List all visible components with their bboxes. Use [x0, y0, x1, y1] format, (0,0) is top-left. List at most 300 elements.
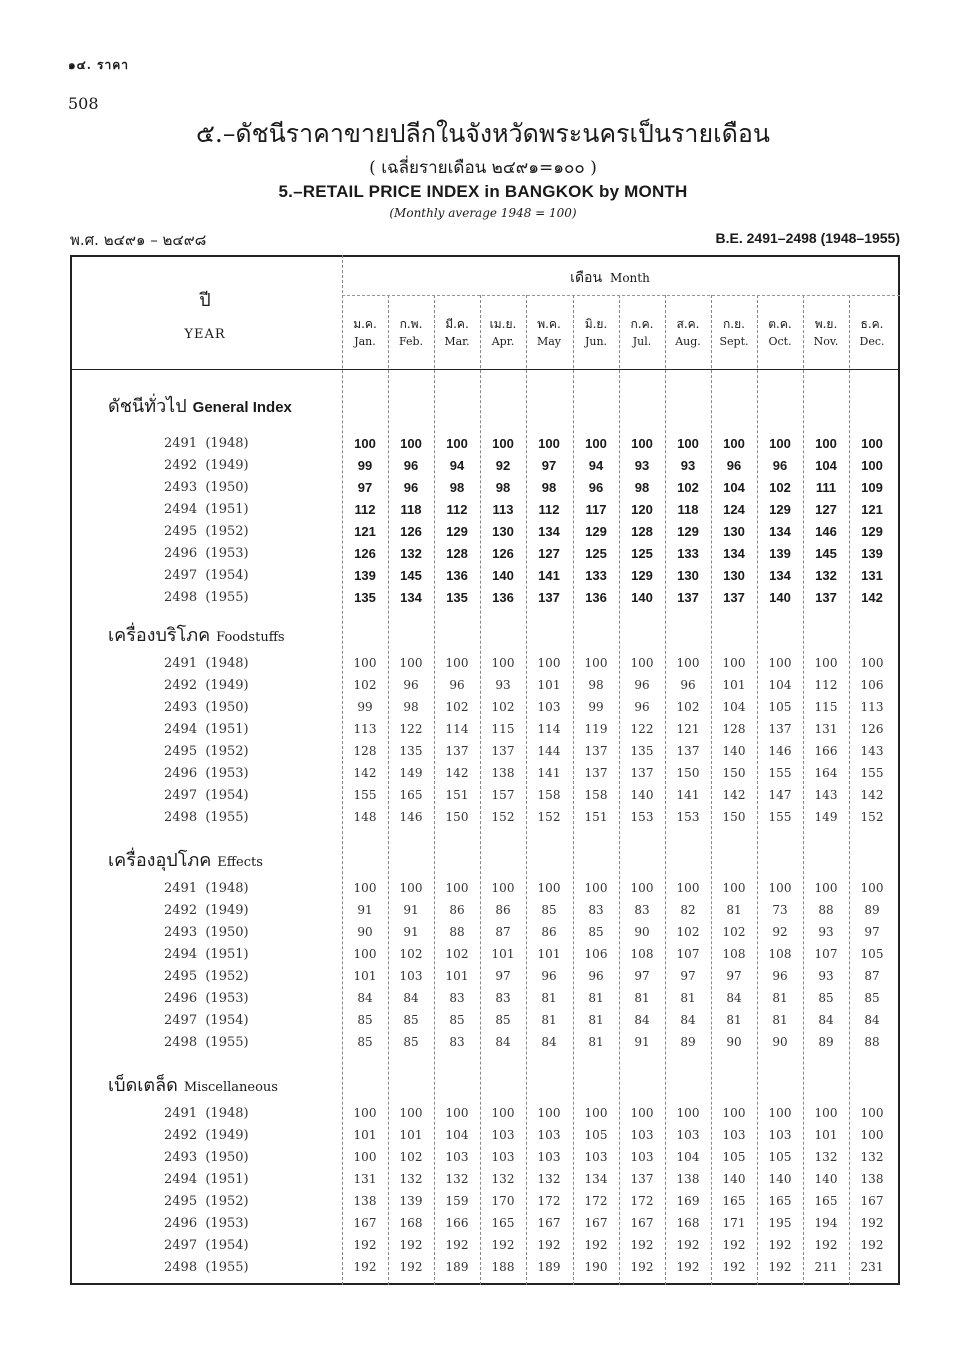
table-cell: 103 — [399, 969, 423, 983]
table-cell: 170 — [491, 1194, 515, 1208]
table-cell: 100 — [630, 881, 654, 895]
table-cell: 135 — [446, 590, 468, 605]
table-cell: 96 — [541, 969, 557, 983]
table-cell: 102 — [353, 678, 377, 692]
table-cell: 103 — [537, 1150, 561, 1164]
table-cell: 81 — [772, 991, 788, 1005]
table-cell: 97 — [726, 969, 742, 983]
table-cell: 100 — [491, 656, 515, 670]
table-cell: 98 — [588, 678, 604, 692]
table-cell: 101 — [814, 1128, 838, 1142]
table-cell: 132 — [815, 568, 837, 583]
table-cell: 100 — [353, 656, 377, 670]
row-year-label: 2494 (1951) — [164, 502, 249, 517]
table-cell: 192 — [768, 1260, 792, 1274]
row-year-label: 2498 (1955) — [164, 810, 249, 825]
table-cell: 84 — [541, 1035, 557, 1049]
table-cell: 97 — [495, 969, 511, 983]
table-cell: 83 — [449, 1035, 465, 1049]
table-cell: 137 — [584, 766, 608, 780]
table-cell: 128 — [353, 744, 377, 758]
table-cell: 87 — [495, 925, 511, 939]
table-cell: 115 — [814, 700, 838, 714]
row-year-label: 2496 (1953) — [164, 546, 249, 561]
month-header — [530, 267, 690, 289]
table-cell: 100 — [353, 947, 377, 961]
table-cell: 96 — [772, 969, 788, 983]
table-cell: 94 — [588, 458, 604, 473]
table-cell: 101 — [537, 947, 561, 961]
table-cell: 119 — [584, 722, 608, 736]
year-header-en: YEAR — [184, 327, 226, 342]
table-cell: 132 — [445, 1172, 469, 1186]
table-cell: 101 — [537, 678, 561, 692]
table-cell: 103 — [630, 1128, 654, 1142]
table-cell: 85 — [403, 1035, 419, 1049]
table-cell: 89 — [680, 1035, 696, 1049]
table-cell: 93 — [634, 458, 650, 473]
table-cell: 103 — [722, 1128, 746, 1142]
table-cell: 166 — [814, 744, 838, 758]
table-cell: 111 — [815, 480, 837, 495]
table-cell: 136 — [446, 568, 468, 583]
table-cell: 85 — [357, 1035, 373, 1049]
row-year-label: 2498 (1955) — [164, 590, 249, 605]
table-cell: 167 — [860, 1194, 884, 1208]
table-cell: 151 — [445, 788, 469, 802]
table-cell: 104 — [676, 1150, 700, 1164]
table-cell: 100 — [722, 881, 746, 895]
table-cell: 100 — [446, 436, 468, 451]
table-cell: 138 — [676, 1172, 700, 1186]
table-cell: 165 — [399, 788, 423, 802]
section-title-thai: เครื่องบริโภค — [108, 625, 211, 646]
table-cell: 100 — [814, 1106, 838, 1120]
page-subtitle: (Monthly average 1948 = 100) — [389, 206, 577, 220]
section-title-en: Miscellaneous — [183, 1080, 278, 1095]
table-cell: 137 — [584, 744, 608, 758]
table-cell: 192 — [814, 1238, 838, 1252]
table-cell: 96 — [634, 700, 650, 714]
table-cell: 125 — [585, 546, 607, 561]
page-subtitle-thai: ( เฉลี่ยรายเดือน ๒๔๙๑=๑๐๐ ) — [369, 158, 597, 178]
table-cell: 100 — [584, 656, 608, 670]
table-cell: 131 — [814, 722, 838, 736]
table-cell: 100 — [676, 1106, 700, 1120]
table-cell: 130 — [723, 524, 745, 539]
table-cell: 159 — [445, 1194, 469, 1208]
table-cell: 142 — [722, 788, 746, 802]
table-cell: 150 — [676, 766, 700, 780]
table-cell: 137 — [677, 590, 699, 605]
table-cell: 100 — [860, 656, 884, 670]
table-cell: 100 — [400, 436, 422, 451]
table-cell: 143 — [814, 788, 838, 802]
table-cell: 81 — [588, 1013, 604, 1027]
table-cell: 102 — [445, 700, 469, 714]
row-year-label: 2491 (1948) — [164, 881, 249, 896]
table-cell: 140 — [722, 1172, 746, 1186]
table-cell: 97 — [541, 458, 557, 473]
table-cell: 100 — [399, 656, 423, 670]
table-cell: 85 — [818, 991, 834, 1005]
month-header-apr-thai: เม.ย. — [489, 317, 517, 331]
month-header-sept-thai: ก.ย. — [723, 317, 745, 331]
table-cell: 100 — [445, 656, 469, 670]
table-cell: 126 — [492, 546, 514, 561]
table-cell: 192 — [860, 1238, 884, 1252]
table-cell: 100 — [630, 656, 654, 670]
section-title-thai: เบ็ดเตล็ด — [108, 1075, 178, 1096]
table-cell: 152 — [491, 810, 515, 824]
table-cell: 141 — [676, 788, 700, 802]
table-cell: 105 — [584, 1128, 608, 1142]
table-cell: 129 — [585, 524, 607, 539]
table-cell: 98 — [449, 480, 465, 495]
table-cell: 140 — [768, 1172, 792, 1186]
table-cell: 132 — [814, 1150, 838, 1164]
table-cell: 190 — [584, 1260, 608, 1274]
table-cell: 97 — [634, 969, 650, 983]
table-cell: 100 — [860, 1106, 884, 1120]
table-cell: 96 — [588, 480, 604, 495]
table-cell: 100 — [814, 881, 838, 895]
table-cell: 146 — [399, 810, 423, 824]
table-cell: 132 — [491, 1172, 515, 1186]
section-title-misc — [108, 1070, 278, 1099]
table-cell: 97 — [680, 969, 696, 983]
table-cell: 144 — [537, 744, 561, 758]
row-year-label: 2494 (1951) — [164, 1172, 249, 1187]
month-header-nov: Nov. — [813, 335, 839, 348]
table-cell: 100 — [537, 1106, 561, 1120]
table-cell: 192 — [722, 1238, 746, 1252]
table-cell: 231 — [860, 1260, 884, 1274]
row-year-label: 2495 (1952) — [164, 524, 249, 539]
table-cell: 134 — [723, 546, 745, 561]
table-cell: 115 — [491, 722, 515, 736]
table-left-border — [70, 255, 72, 1285]
table-cell: 138 — [860, 1172, 884, 1186]
month-header-dec: Dec. — [859, 335, 885, 348]
table-cell: 100 — [445, 881, 469, 895]
month-header-nov-thai: พ.ย. — [814, 317, 838, 331]
table-cell: 137 — [630, 766, 654, 780]
table-top-rule — [70, 255, 900, 257]
section-title-en: Effects — [217, 855, 263, 870]
row-year-label: 2496 (1953) — [164, 766, 249, 781]
table-cell: 192 — [445, 1238, 469, 1252]
table-cell: 107 — [814, 947, 838, 961]
row-year-label: 2497 (1954) — [164, 1238, 249, 1253]
table-cell: 128 — [631, 524, 653, 539]
table-cell: 168 — [676, 1216, 700, 1230]
row-year-label: 2495 (1952) — [164, 969, 249, 984]
month-header-jun-thai: มิ.ย. — [584, 317, 608, 331]
table-cell: 96 — [588, 969, 604, 983]
section-title-en: Foodstuffs — [216, 630, 285, 645]
table-cell: 104 — [815, 458, 837, 473]
month-header-jan-thai: ม.ค. — [353, 317, 377, 331]
table-cell: 105 — [768, 1150, 792, 1164]
table-cell: 83 — [495, 991, 511, 1005]
table-cell: 137 — [723, 590, 745, 605]
table-cell: 132 — [537, 1172, 561, 1186]
table-cell: 165 — [491, 1216, 515, 1230]
table-cell: 137 — [630, 1172, 654, 1186]
table-cell: 149 — [814, 810, 838, 824]
table-cell: 103 — [491, 1128, 515, 1142]
table-cell: 96 — [403, 458, 419, 473]
table-cell: 102 — [399, 947, 423, 961]
table-cell: 88 — [864, 1035, 880, 1049]
table-cell: 122 — [630, 722, 654, 736]
table-cell: 121 — [861, 502, 883, 517]
table-cell: 100 — [399, 1106, 423, 1120]
table-cell: 141 — [537, 766, 561, 780]
table-cell: 211 — [814, 1260, 838, 1274]
table-cell: 103 — [445, 1150, 469, 1164]
table-cell: 129 — [677, 524, 699, 539]
table-cell: 153 — [630, 810, 654, 824]
table-cell: 100 — [631, 436, 653, 451]
section-title-thai: ดัชนีทั่วไป — [108, 396, 187, 417]
table-cell: 82 — [680, 903, 696, 917]
month-header-may: May — [536, 335, 562, 348]
row-year-label: 2497 (1954) — [164, 568, 249, 583]
table-cell: 96 — [634, 678, 650, 692]
table-cell: 155 — [768, 810, 792, 824]
table-cell: 139 — [769, 546, 791, 561]
month-header-jul: Jul. — [632, 335, 652, 348]
table-cell: 84 — [634, 1013, 650, 1027]
table-cell: 130 — [677, 568, 699, 583]
row-year-label: 2491 (1948) — [164, 436, 249, 451]
table-cell: 194 — [814, 1216, 838, 1230]
table-cell: 133 — [677, 546, 699, 561]
table-cell: 90 — [726, 1035, 742, 1049]
table-cell: 101 — [353, 969, 377, 983]
table-cell: 86 — [449, 903, 465, 917]
table-cell: 102 — [676, 700, 700, 714]
table-cell: 129 — [446, 524, 468, 539]
table-cell: 192 — [399, 1260, 423, 1274]
table-cell: 104 — [722, 700, 746, 714]
table-cell: 112 — [814, 678, 838, 692]
month-header-sept: Sept. — [719, 335, 749, 348]
table-cell: 102 — [399, 1150, 423, 1164]
table-cell: 134 — [538, 524, 560, 539]
table-cell: 89 — [818, 1035, 834, 1049]
table-cell: 103 — [537, 700, 561, 714]
table-cell: 148 — [353, 810, 377, 824]
table-cell: 103 — [537, 1128, 561, 1142]
table-cell: 132 — [860, 1150, 884, 1164]
table-cell: 99 — [588, 700, 604, 714]
month-header-oct: Oct. — [768, 335, 792, 348]
table-cell: 150 — [445, 810, 469, 824]
table-cell: 84 — [726, 991, 742, 1005]
table-cell: 172 — [630, 1194, 654, 1208]
table-cell: 100 — [353, 1150, 377, 1164]
month-header-en: Month — [610, 271, 650, 285]
month-header-jun: Jun. — [584, 335, 608, 348]
table-cell: 81 — [680, 991, 696, 1005]
table-cell: 89 — [864, 903, 880, 917]
row-year-label: 2495 (1952) — [164, 1194, 249, 1209]
table-cell: 147 — [768, 788, 792, 802]
table-header-rule — [70, 369, 900, 370]
table-cell: 188 — [491, 1260, 515, 1274]
year-header-thai: ปี — [199, 290, 211, 311]
table-cell: 127 — [538, 546, 560, 561]
table-cell: 155 — [768, 766, 792, 780]
table-cell: 106 — [584, 947, 608, 961]
page-title: 5.–RETAIL PRICE INDEX in BANGKOK by MONTH — [278, 182, 688, 201]
table-cell: 107 — [676, 947, 700, 961]
table-cell: 140 — [630, 788, 654, 802]
table-cell: 155 — [353, 788, 377, 802]
row-year-label: 2493 (1950) — [164, 1150, 249, 1165]
table-cell: 149 — [399, 766, 423, 780]
table-cell: 103 — [491, 1150, 515, 1164]
row-year-label: 2496 (1953) — [164, 1216, 249, 1231]
table-cell: 135 — [354, 590, 376, 605]
table-cell: 81 — [541, 1013, 557, 1027]
table-cell: 100 — [354, 436, 376, 451]
table-cell: 142 — [861, 590, 883, 605]
row-year-label: 2497 (1954) — [164, 1013, 249, 1028]
table-cell: 129 — [631, 568, 653, 583]
table-cell: 165 — [722, 1194, 746, 1208]
table-cell: 81 — [541, 991, 557, 1005]
table-right-border — [898, 255, 900, 1285]
table-cell: 140 — [631, 590, 653, 605]
table-cell: 129 — [769, 502, 791, 517]
table-cell: 100 — [676, 881, 700, 895]
table-cell: 98 — [634, 480, 650, 495]
table-cell: 118 — [677, 502, 699, 517]
table-cell: 81 — [726, 903, 742, 917]
table-cell: 192 — [491, 1238, 515, 1252]
table-cell: 105 — [768, 700, 792, 714]
table-cell: 86 — [495, 903, 511, 917]
table-cell: 108 — [630, 947, 654, 961]
table-cell: 172 — [584, 1194, 608, 1208]
table-cell: 137 — [815, 590, 837, 605]
page-number: 508 — [68, 94, 99, 113]
table-cell: 104 — [768, 678, 792, 692]
table-cell: 81 — [772, 1013, 788, 1027]
table-cell: 102 — [491, 700, 515, 714]
table-cell: 100 — [814, 656, 838, 670]
table-cell: 192 — [722, 1260, 746, 1274]
table-cell: 121 — [676, 722, 700, 736]
table-cell: 165 — [768, 1194, 792, 1208]
table-cell: 102 — [677, 480, 699, 495]
table-cell: 165 — [814, 1194, 838, 1208]
table-cell: 101 — [491, 947, 515, 961]
table-cell: 152 — [537, 810, 561, 824]
table-cell: 138 — [353, 1194, 377, 1208]
table-cell: 100 — [768, 881, 792, 895]
table-cell: 84 — [864, 1013, 880, 1027]
section-title-effects — [108, 845, 263, 874]
month-header-may-thai: พ.ค. — [537, 317, 561, 331]
table-cell: 102 — [445, 947, 469, 961]
table-cell: 100 — [445, 1106, 469, 1120]
table-cell: 100 — [353, 881, 377, 895]
month-group-rule — [342, 295, 900, 296]
table-cell: 146 — [768, 744, 792, 758]
table-cell: 102 — [769, 480, 791, 495]
table-cell: 81 — [726, 1013, 742, 1027]
table-cell: 128 — [446, 546, 468, 561]
table-cell: 192 — [630, 1238, 654, 1252]
table-cell: 102 — [722, 925, 746, 939]
row-year-label: 2492 (1949) — [164, 678, 249, 693]
table-cell: 100 — [399, 881, 423, 895]
table-cell: 192 — [537, 1238, 561, 1252]
table-cell: 83 — [588, 903, 604, 917]
table-cell: 134 — [400, 590, 422, 605]
table-cell: 83 — [449, 991, 465, 1005]
table-cell: 192 — [676, 1260, 700, 1274]
table-cell: 100 — [630, 1106, 654, 1120]
table-cell: 73 — [772, 903, 788, 917]
table-cell: 101 — [445, 969, 469, 983]
page-title-thai: ๕.–ดัชนีราคาขายปลีกในจังหวัดพระนครเป็นรายเดือน — [196, 119, 770, 148]
table-cell: 112 — [538, 502, 560, 517]
table-cell: 112 — [446, 502, 468, 517]
table-cell: 131 — [861, 568, 883, 583]
table-cell: 86 — [541, 925, 557, 939]
table-cell: 83 — [634, 903, 650, 917]
table-cell: 142 — [445, 766, 469, 780]
table-cell: 91 — [403, 925, 419, 939]
table-cell: 100 — [722, 1106, 746, 1120]
table-cell: 146 — [815, 524, 837, 539]
table-cell: 84 — [818, 1013, 834, 1027]
table-cell: 158 — [584, 788, 608, 802]
table-cell: 137 — [676, 744, 700, 758]
row-year-label: 2492 (1949) — [164, 903, 249, 918]
table-cell: 100 — [815, 436, 837, 451]
table-cell: 192 — [353, 1238, 377, 1252]
row-year-label: 2493 (1950) — [164, 480, 249, 495]
table-cell: 100 — [677, 436, 699, 451]
row-year-label: 2491 (1948) — [164, 1106, 249, 1121]
table-cell: 192 — [353, 1260, 377, 1274]
row-year-label: 2491 (1948) — [164, 656, 249, 671]
table-cell: 81 — [588, 1035, 604, 1049]
month-header-apr: Apr. — [491, 335, 515, 348]
table-cell: 167 — [537, 1216, 561, 1230]
table-cell: 98 — [403, 700, 419, 714]
table-cell: 96 — [726, 458, 742, 473]
month-header-aug-thai: ส.ค. — [676, 317, 700, 331]
table-cell: 127 — [815, 502, 837, 517]
table-cell: 192 — [768, 1238, 792, 1252]
month-header-mar-thai: มี.ค. — [445, 317, 469, 331]
table-cell: 114 — [537, 722, 561, 736]
table-cell: 118 — [400, 502, 422, 517]
table-cell: 84 — [357, 991, 373, 1005]
row-year-label: 2493 (1950) — [164, 700, 249, 715]
table-cell: 135 — [630, 744, 654, 758]
table-cell: 113 — [492, 502, 514, 517]
table-cell: 93 — [818, 925, 834, 939]
